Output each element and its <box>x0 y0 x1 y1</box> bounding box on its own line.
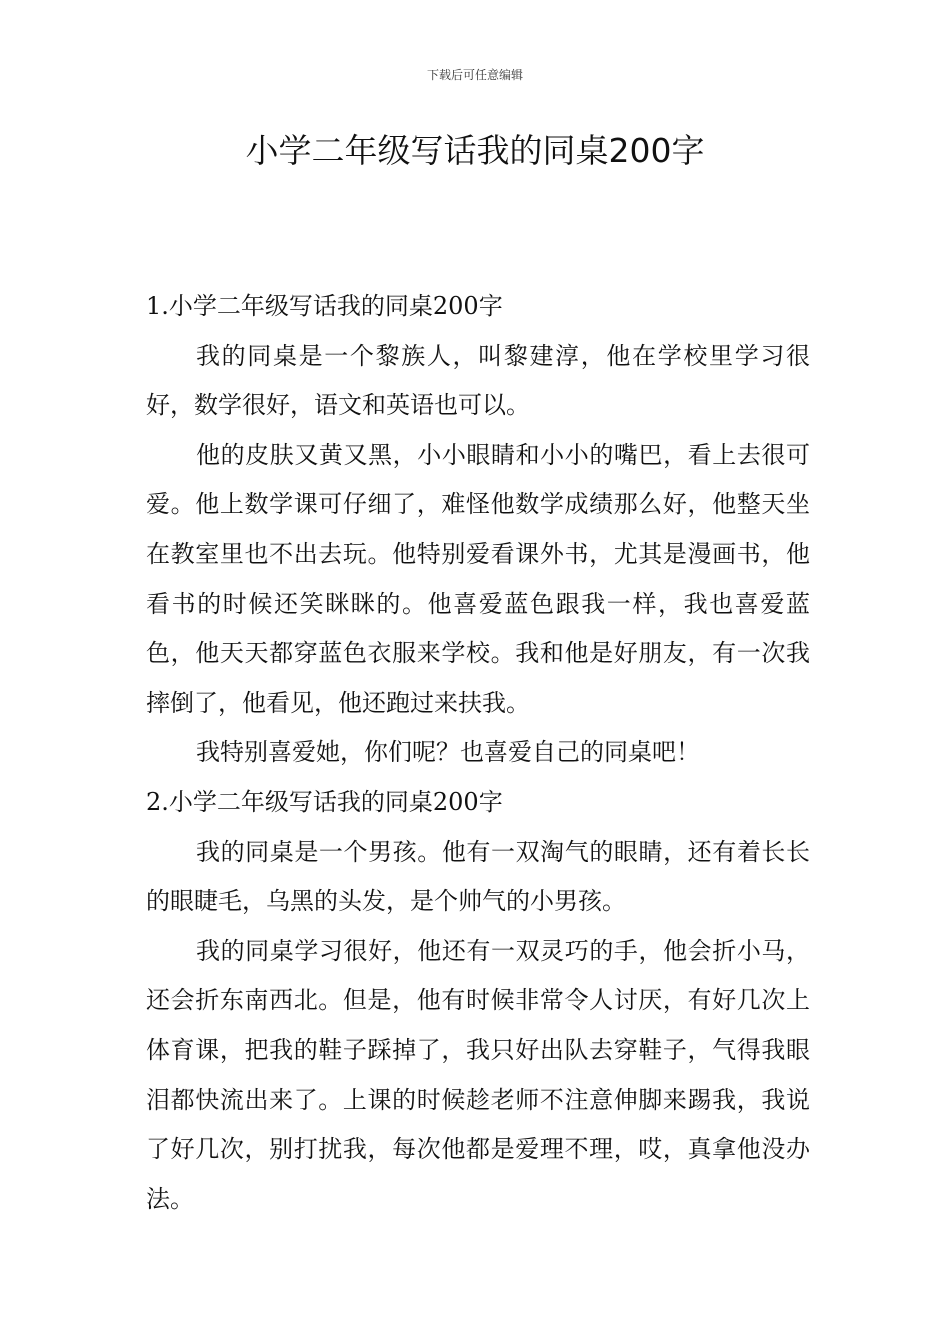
header-note: 下载后可任意编辑 <box>426 68 523 82</box>
paragraph: 我的同桌学习很好，他还有一双灵巧的手，他会折小马，还会折东南西北。但是，他有时候非常令人讨厌，有好几次上体育课，把我的鞋子踩掉了，我只好出队去穿鞋子，气得我眼泪都快流出来了。上课的时候趁老师不注意伸脚来踢我，我说了好几次，别打扰我，每次他都是爱理不理，哎，真拿他没办法。 <box>146 936 810 1213</box>
section-heading: 2.小学二年级写话我的同桌200字 <box>146 787 503 816</box>
section-1 <box>146 282 810 778</box>
page-title: 小学二年级写话我的同桌200字 <box>245 131 705 170</box>
section-heading: 1.小学二年级写话我的同桌200字 <box>146 292 503 320</box>
paragraph: 我的同桌是一个男孩。他有一双淘气的眼睛，还有着长长的眼睫毛，乌黑的头发，是个帅气的小男孩。 <box>146 837 810 916</box>
paragraph: 我的同桌是一个黎族人，叫黎建淳，他在学校里学习很好，数学很好，语文和英语也可以。 <box>146 341 810 420</box>
paragraph: 我特别喜爱她，你们呢？也喜爱自己的同桌吧！ <box>196 738 700 767</box>
section-2 <box>146 778 810 1224</box>
article-body <box>146 282 810 1224</box>
paragraph: 他的皮肤又黄又黑，小小眼睛和小小的嘴巴，看上去很可爱。他上数学课可仔细了，难怪他数学成绩那么好，他整天坐在教室里也不出去玩。他特别爱看课外书，尤其是漫画书，他看书的时候还笑眯眯的。他喜爱蓝色跟我一样，我也喜爱蓝色，他天天都穿蓝色衣服来学校。我和他是好朋友，有一次我摔倒了，他看见，他还跑过来扶我。 <box>146 440 810 717</box>
